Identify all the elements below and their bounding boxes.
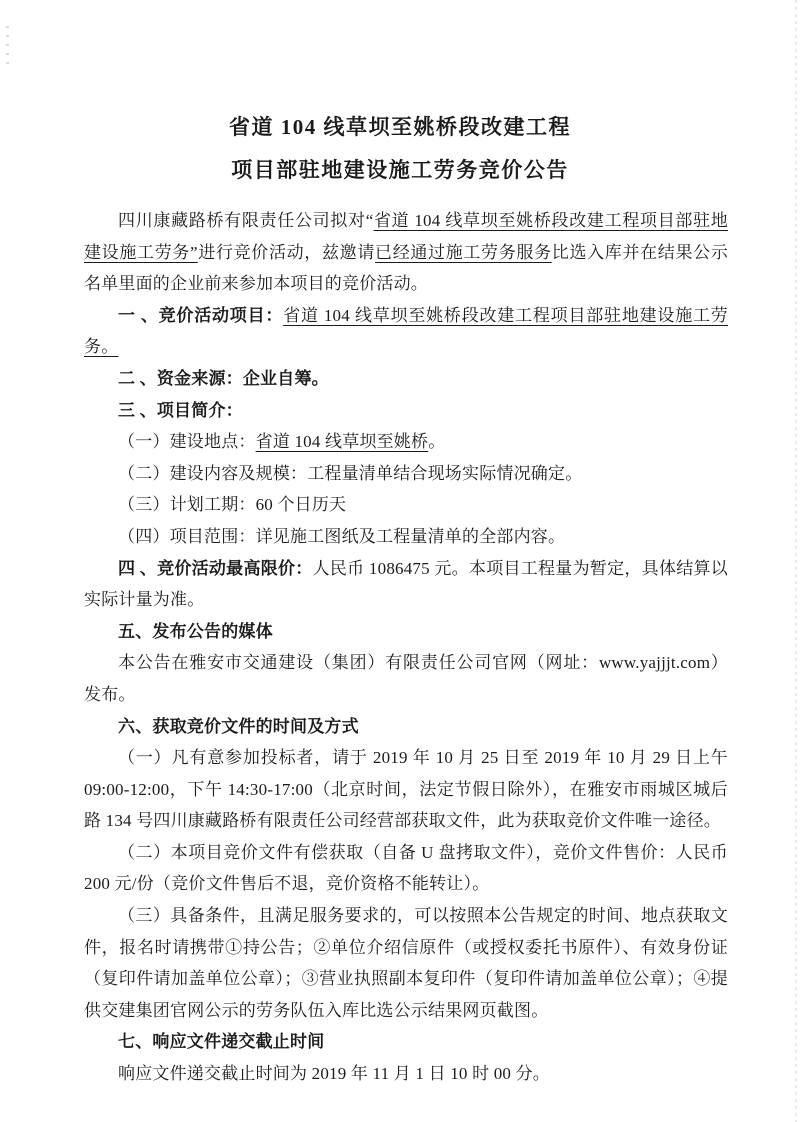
- text-segment: 人民币 1086475 元。本项目工程量为暂定，具体结算以实际计量为准。: [84, 558, 728, 610]
- text-segment: （一）建设地点：: [118, 432, 256, 452]
- sub-item-1-location: [84, 426, 728, 458]
- document-title-line-1: 省道 104 线草坝至姚桥段改建工程: [229, 115, 571, 139]
- underlined-text: 省道 104 线草坝至姚桥: [255, 432, 429, 452]
- text-segment: 六、获取竞价文件的时间及方式: [118, 716, 359, 736]
- item-7-deadline: [84, 1026, 728, 1058]
- text-segment: 响应文件递交截止时间为 2019 年 11 月 1 日 10 时 00 分。: [118, 1064, 550, 1084]
- item-1-activity: [84, 300, 728, 363]
- text-segment: 三 、项目简介：: [118, 400, 243, 420]
- text-segment: 比选入库并在结果公示名单里面的企业前来参加本项目的竞价活动。: [84, 242, 729, 294]
- text-segment: 五、发布公告的媒体: [118, 621, 273, 641]
- text-segment: 进行竞价活动，兹邀请: [197, 242, 376, 262]
- text-segment: 四川康藏路桥有限责任公司拟对“: [118, 211, 374, 230]
- document-body: [0, 192, 800, 1090]
- underlined-text: 省道 104 线草坝至姚桥段改建工程项目部驻地建设施工劳务”: [84, 211, 728, 262]
- item-3-overview: [84, 395, 728, 427]
- sub-item-3-duration: [84, 489, 728, 521]
- sub-item-4-range: [84, 521, 728, 553]
- text-segment: （四）项目范围：详见施工图纸及工程量清单的全部内容。: [118, 526, 566, 546]
- intro-paragraph: [84, 205, 728, 300]
- text-segment: （三）具备条件，且满足服务要求的，可以按照本公告规定的时间、地点获取文件，报名时请携带①持公告；②单位介绍信原件（或授权委托书原件）、有效身份证（复印件请加盖单位公章）；③营业执照副本复印件（复印件请加盖单位公章）；④提供交建集团官网公示的劳务队伍入库比选公示结果网页截图。: [84, 906, 728, 1020]
- text-segment: 。: [428, 432, 446, 452]
- text-segment: （三）计划工期：60 个日历天: [118, 495, 347, 515]
- text-segment: 四 、竞价活动最高限价：: [118, 558, 313, 578]
- text-segment: （一）凡有意参加投标者，请于 2019 年 10 月 25 日至 2019 年 10 月 29 日上午 09:00-12:00，下午 14:30-17:00（北京时间，法定节假日除外），在雅安市雨城区城后路 134 号四川康藏路桥有限责任公司经营部获取文件，此为获取竞价文件唯一途径。: [84, 748, 728, 831]
- text-segment: （二）建设内容及规模：工程量清单结合现场实际情况确定。: [118, 463, 583, 483]
- text-segment: 一 、竞价活动项目：: [118, 305, 284, 325]
- item-4-price-cap: [84, 553, 728, 616]
- item-2-funding: [84, 363, 728, 395]
- obtain-sub-3: [84, 900, 728, 1026]
- item-5-media: [84, 616, 728, 648]
- media-paragraph: [84, 647, 728, 710]
- underlined-text: 已经通过施工劳务服务: [375, 242, 552, 262]
- text-segment: （二）本项目竞价文件有偿获取（自备 U 盘拷取文件），竞价文件售价：人民币 200 元/份（竞价文件售后不退，竞价资格不能转让）。: [84, 842, 728, 894]
- document-title-block: [0, 0, 800, 192]
- text-segment: 二 、资金来源：企业自筹。: [118, 368, 329, 388]
- obtain-sub-2: [84, 837, 728, 900]
- item-6-obtain-documents: [84, 711, 728, 743]
- deadline-paragraph: [84, 1058, 728, 1090]
- text-segment: 七、响应文件递交截止时间: [118, 1032, 325, 1052]
- underlined-text: 省道 104 线草坝至姚桥段改建工程项目部驻地建设施工劳务。: [84, 305, 729, 357]
- obtain-sub-1: [84, 742, 728, 837]
- text-segment: 本公告在雅安市交通建设（集团）有限责任公司官网（网址：www.yajjjt.com）发布。: [84, 653, 728, 704]
- sub-item-2-scope: [84, 458, 728, 490]
- document-title-line-2: 项目部驻地建设施工劳务竞价公告: [231, 158, 569, 182]
